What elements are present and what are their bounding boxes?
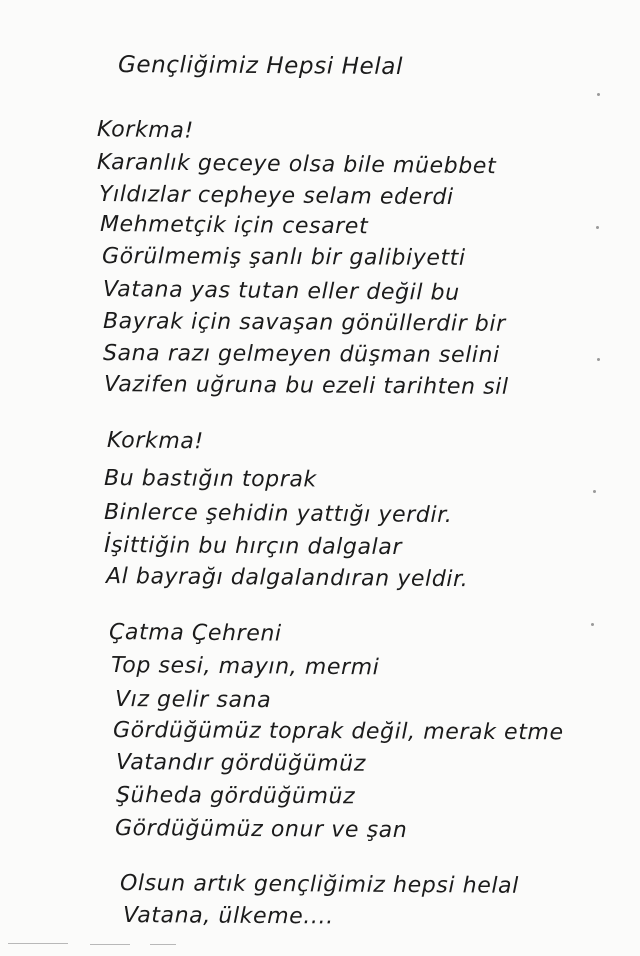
poem-line: Görülmemiş şanlı bir galibiyetti	[101, 244, 466, 271]
poem-line: Korkma!	[106, 428, 204, 455]
poem-title: Gençliğimiz Hepsi Helal	[117, 52, 404, 80]
poem-line: Binlerce şehidin yattığı yerdir.	[103, 500, 453, 529]
scan-edge-mark	[8, 943, 68, 944]
poem-line: Vazifen uğruna bu ezeli tarihten sil	[103, 372, 509, 400]
poem-line: Vatana, ülkeme....	[122, 903, 334, 930]
poem-line: Gördüğümüz onur ve şan	[114, 816, 408, 844]
poem-line: Vız gelir sana	[114, 687, 272, 714]
poem-line: Korkma!	[96, 117, 195, 144]
paper-speck	[596, 226, 599, 229]
poem-line: Vatandır gördüğümüz	[115, 750, 366, 777]
paper-speck	[597, 358, 600, 361]
paper-speck	[593, 490, 596, 493]
poem-line: Şüheda gördüğümüz	[115, 783, 356, 810]
poem-line: Bayrak için savaşan gönüllerdir bir	[102, 309, 506, 337]
poem-line: İşittiğin bu hırçın dalgalar	[103, 533, 403, 561]
poem-line: Mehmetçik için cesaret	[99, 212, 369, 240]
poem-line: Top sesi, mayın, mermi	[110, 653, 380, 681]
poem-line: Gördüğümüz toprak değil, merak etme	[112, 718, 564, 746]
paper-speck	[597, 93, 600, 96]
poem-line: Karanlık geceye olsa bile müebbet	[96, 150, 497, 180]
paper-speck	[591, 623, 594, 626]
poem-line: Vatana yas tutan eller değil bu	[102, 277, 460, 306]
poem-line: Bu bastığın toprak	[103, 466, 317, 493]
poem-line: Olsun artık gençliğimiz hepsi helal	[119, 871, 519, 899]
poem-line: Al bayrağı dalgalandıran yeldir.	[105, 564, 469, 593]
scan-edge-mark	[150, 944, 176, 945]
poem-line: Çatma Çehreni	[108, 620, 282, 647]
poem-line: Yıldızlar cepheye selam ederdi	[98, 182, 454, 211]
poem-line: Sana razı gelmeyen düşman selini	[102, 341, 500, 369]
scan-edge-mark	[90, 944, 130, 945]
